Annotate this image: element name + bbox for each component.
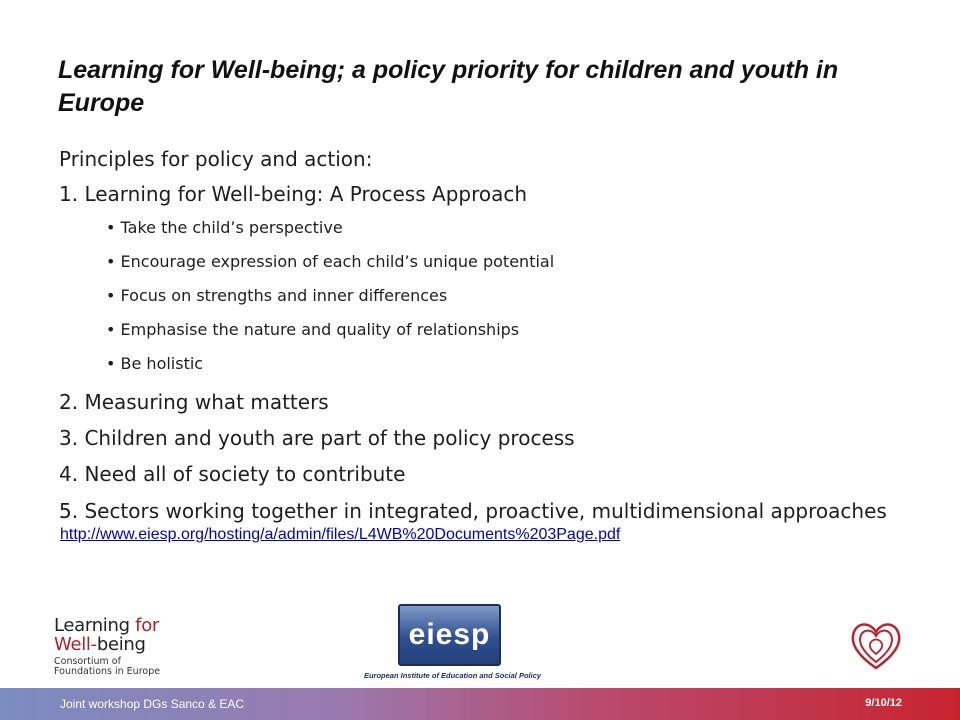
l4wb-word-well: Well-: [54, 634, 97, 655]
principles-intro: Principles for policy and action:: [59, 147, 373, 171]
eiesp-logo-box: [398, 604, 501, 666]
heart-icon: [846, 616, 906, 674]
slide-title: Learning for Well-being; a policy priority for children and youth in Europe: [58, 56, 839, 117]
footer-event: Joint workshop DGs Sanco & EAC: [60, 697, 245, 711]
l4wb-word-for: for: [135, 615, 160, 636]
l4wb-subtitle-1: Consortium of: [54, 656, 121, 667]
sub-item-2: • Encourage expression of each child’s unique potential: [106, 252, 555, 271]
slide-body: [59, 146, 939, 545]
principle-5: 5. Sectors working together in integrated, proactive, multidimensional approaches: [59, 499, 887, 523]
l4wb-wordmark-line2: [54, 635, 184, 654]
heart-logo-icon: [846, 616, 906, 674]
sub-item-5: • Be holistic: [106, 354, 204, 373]
principle-3: 3. Children and youth are part of the policy process: [59, 426, 575, 450]
footer-date: 9/10/12: [865, 697, 902, 709]
eiesp-wordmark: eiesp: [408, 618, 491, 651]
l4wb-wordmark-line1: [54, 616, 184, 635]
sub-item-3: • Focus on strengths and inner differences: [106, 286, 448, 305]
sub-item-4: • Emphasise the nature and quality of relationships: [106, 320, 520, 339]
eiesp-caption: European Institute of Education and Social Policy: [363, 671, 542, 680]
l4wb-word-being: being: [96, 634, 146, 655]
document-link[interactable]: http://www.eiesp.org/hosting/a/admin/files/L4WB%20Documents%203Page.pdf: [60, 526, 621, 543]
principle-4: 4. Need all of society to contribute: [59, 462, 406, 486]
l4wb-word-learning: Learning: [54, 615, 136, 636]
footer-bar: [0, 688, 960, 720]
principle-2: 2. Measuring what matters: [59, 390, 329, 414]
l4wb-subtitle-2: Foundations in Europe: [54, 666, 161, 677]
l4wb-logo: [54, 616, 184, 686]
sub-item-1: • Take the child’s perspective: [106, 218, 343, 237]
principle-1: 1. Learning for Well-being: A Process Approach: [59, 182, 528, 206]
eiesp-logo: [345, 604, 560, 682]
